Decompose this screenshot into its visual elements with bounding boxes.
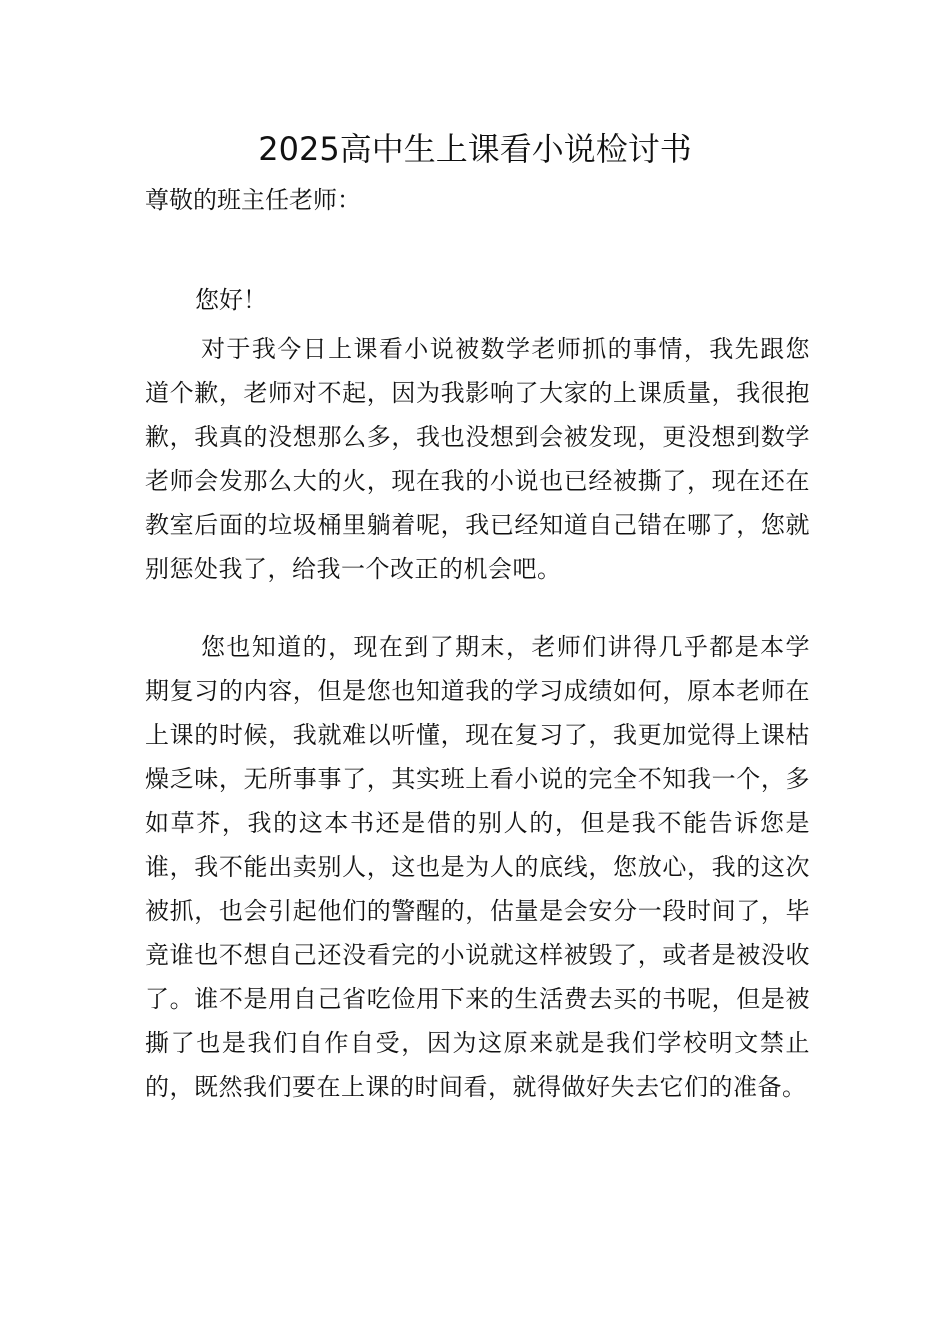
greeting: 您好！ [195, 286, 267, 314]
document-title: 2025高中生上课看小说检讨书 [258, 130, 692, 168]
paragraph-apology: 对于我今日上课看小说被数学老师抓的事情，我先跟您道个歉，老师对不起，因为我影响了大家的上课质量，我很抱歉，我真的没想那么多，我也没想到会被发现，更没想到数学老师会发那么大的火，现在我的小说也已经被撕了，现在还在教室后面的垃圾桶里躺着呢，我已经知道自己错在哪了，您就别惩处我了，给我一个改正的机会吧。 [145, 335, 810, 583]
paragraph-explanation: 您也知道的，现在到了期末，老师们讲得几乎都是本学期复习的内容，但是您也知道我的学习成绩如何，原本老师在上课的时候，我就难以听懂，现在复习了，我更加觉得上课枯燥乏味，无所事事了，其实班上看小说的完全不知我一个，多如草芥，我的这本书还是借的别人的，但是我不能告诉您是谁，我不能出卖别人，这也是为人的底线，您放心，我的这次被抓，也会引起他们的警醒的，估量是会安分一段时间了，毕竟谁也不想自己还没看完的小说就这样被毁了，或者是被没收了。谁不是用自己省吃俭用下来的生活费去买的书呢，但是被撕了也是我们自作自受，因为这原来就是我们学校明文禁止的，既然我们要在上课的时间看，就得做好失去它们的准备。 [145, 633, 810, 1101]
salutation: 尊敬的班主任老师： [145, 186, 361, 214]
